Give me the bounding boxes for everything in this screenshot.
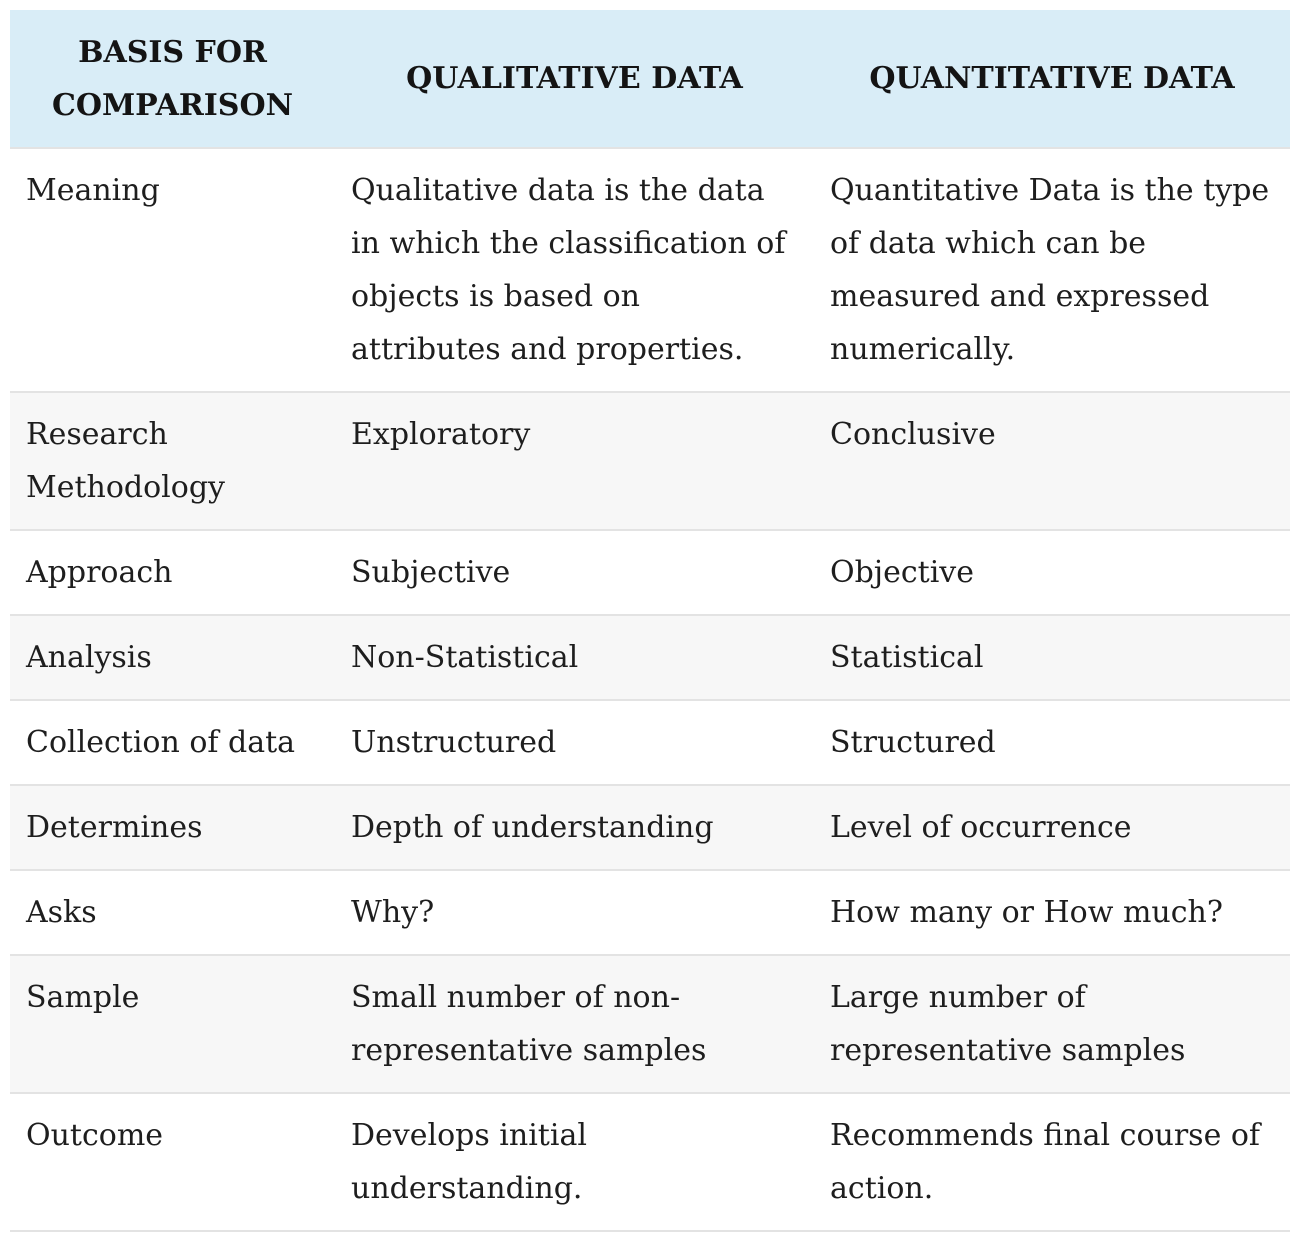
cell-quantitative: Large number of representative samples [814, 955, 1290, 1093]
comparison-table-container [10, 10, 1290, 1232]
cell-basis: Asks [10, 870, 335, 955]
table-row [10, 615, 1290, 700]
cell-quantitative: Recommends final course of action. [814, 1093, 1290, 1231]
header-qualitative: QUALITATIVE DATA [335, 10, 814, 148]
table-row [10, 870, 1290, 955]
table-row [10, 700, 1290, 785]
cell-basis: Outcome [10, 1093, 335, 1231]
cell-qualitative: Qualitative data is the data in which the classification of objects is based on attributes and properties. [335, 148, 814, 392]
table-row [10, 1093, 1290, 1231]
cell-quantitative: Statistical [814, 615, 1290, 700]
table-row [10, 392, 1290, 530]
cell-basis: Sample [10, 955, 335, 1093]
cell-quantitative: How many or How much? [814, 870, 1290, 955]
cell-qualitative: Develops initial understanding. [335, 1093, 814, 1231]
table-row [10, 785, 1290, 870]
cell-qualitative: Why? [335, 870, 814, 955]
cell-basis: Analysis [10, 615, 335, 700]
cell-basis: Research Methodology [10, 392, 335, 530]
comparison-table [10, 10, 1290, 1232]
cell-qualitative: Unstructured [335, 700, 814, 785]
cell-basis: Collection of data [10, 700, 335, 785]
cell-quantitative: Level of occurrence [814, 785, 1290, 870]
cell-basis: Approach [10, 530, 335, 615]
table-header [10, 10, 1290, 148]
cell-qualitative: Small number of non-representative samples [335, 955, 814, 1093]
cell-qualitative: Exploratory [335, 392, 814, 530]
cell-basis: Determines [10, 785, 335, 870]
table-row [10, 148, 1290, 392]
cell-qualitative: Subjective [335, 530, 814, 615]
cell-qualitative: Depth of understanding [335, 785, 814, 870]
table-row [10, 530, 1290, 615]
cell-quantitative: Objective [814, 530, 1290, 615]
table-body [10, 148, 1290, 1231]
cell-qualitative: Non-Statistical [335, 615, 814, 700]
header-row [10, 10, 1290, 148]
cell-quantitative: Quantitative Data is the type of data which can be measured and expressed numerically. [814, 148, 1290, 392]
table-row [10, 955, 1290, 1093]
header-quantitative: QUANTITATIVE DATA [814, 10, 1290, 148]
cell-quantitative: Conclusive [814, 392, 1290, 530]
cell-quantitative: Structured [814, 700, 1290, 785]
header-basis: BASIS FOR COMPARISON [10, 10, 335, 148]
cell-basis: Meaning [10, 148, 335, 392]
